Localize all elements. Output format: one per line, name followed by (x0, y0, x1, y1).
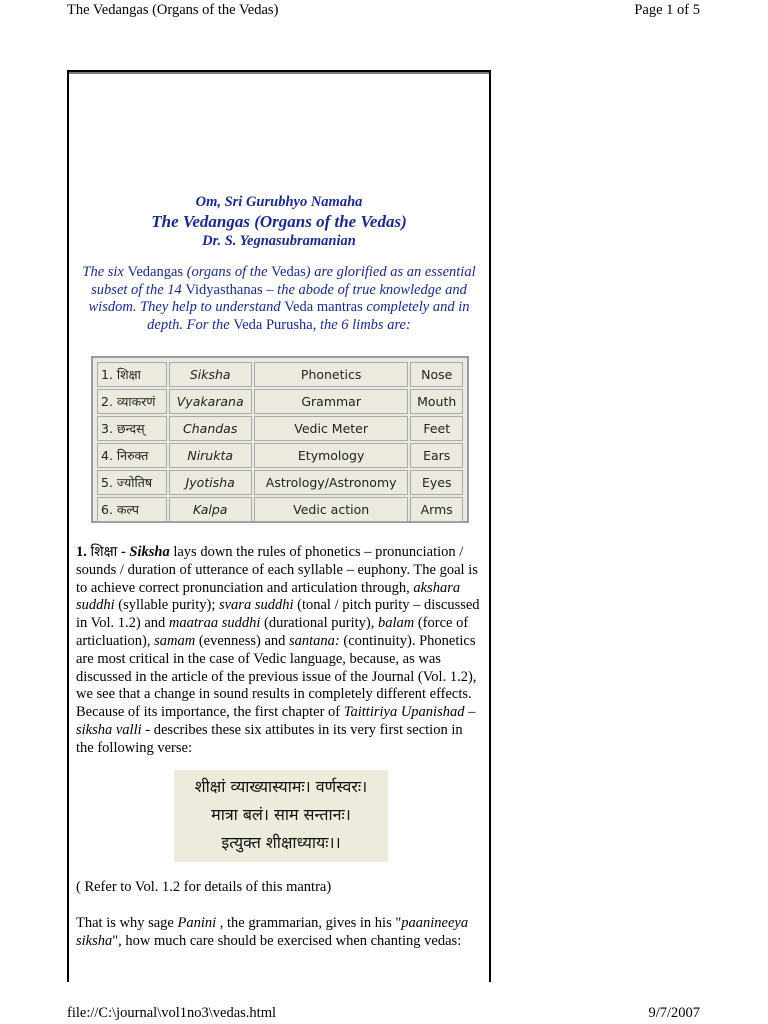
limb-organ: Feet (410, 416, 463, 441)
limb-meaning: Astrology/Astronomy (254, 470, 409, 495)
article-heading (69, 194, 489, 250)
limb-meaning: Vedic Meter (254, 416, 409, 441)
page-count: Page 1 of 5 (634, 2, 700, 18)
limb-organ: Mouth (410, 389, 463, 414)
print-header-title: The Vedangas (Organs of the Vedas) (67, 2, 279, 18)
document-frame (67, 70, 491, 982)
invocation: Om, Sri Gurubhyo Namaha (195, 194, 363, 210)
limb-meaning: Grammar (254, 389, 409, 414)
page-title: The Vedangas (Organs of the Vedas) (151, 212, 407, 231)
limb-number: 4. निरुक्त (97, 443, 167, 468)
table-row (97, 470, 463, 495)
table-row (97, 389, 463, 414)
limb-name: Vyakarana (169, 389, 252, 414)
table-row (97, 497, 463, 522)
verse-line: शीक्षां व्याख्यास्यामः। वर्णस्वरः। (194, 777, 368, 796)
limb-meaning: Etymology (254, 443, 409, 468)
print-date: 9/7/2007 (648, 1005, 700, 1021)
limb-organ: Eyes (410, 470, 463, 495)
section-name: Siksha (129, 544, 170, 560)
vedangas-table (91, 356, 469, 523)
table-row (97, 443, 463, 468)
limb-number: 2. व्याकरणं (97, 389, 167, 414)
sanskrit-verse (174, 770, 388, 862)
limb-name: Nirukta (169, 443, 252, 468)
limb-organ: Nose (410, 362, 463, 387)
panini-paragraph: That is why sage Panini , the grammarian, gives in his "paanineeya siksha", how much care should be exercised when chanting vedas: (76, 915, 469, 949)
limb-number: 6. कल्प (97, 497, 167, 522)
file-path: file://C:\journal\vol1no3\vedas.html (67, 1005, 277, 1021)
limb-number: 5. ज्योतिष (97, 470, 167, 495)
limb-number: 3. छन्दस् (97, 416, 167, 441)
author: Dr. S. Yegnasubramanian (202, 233, 356, 249)
table-row (97, 416, 463, 441)
reference-note: ( Refer to Vol. 1.2 for details of this mantra) (76, 879, 332, 895)
limb-name: Kalpa (169, 497, 252, 522)
table-row (97, 362, 463, 387)
siksha-paragraph: 1. शिक्षा - Siksha lays down the rules of phonetics – pronunciation / sounds / duration of utterance of each syllable – euphony. The goal is to achieve correct pronunciation and articulation through, akshara suddhi (syllable purity); svara suddhi (tonal / pitch purity – discussed in Vol. 1.2) and maatraa suddhi (durational purity), balam (force of articluation), samam (evenness) and santana: (continuity). Phonetics are most critical in the case of Vedic language, because, as was discussed in the article of the previous issue of the Journal (Vol. 1.2), we see that a change in sound results in completely different effects. Because of its importance, the first chapter of Taittiriya Upanishad – siksha valli - describes these six attibutes in its very first section in the following verse: (76, 544, 480, 756)
limb-meaning: Phonetics (254, 362, 409, 387)
limb-name: Jyotisha (169, 470, 252, 495)
limb-number: 1. शिक्षा (97, 362, 167, 387)
verse-line: मात्रा बलं। साम सन्तानः। (211, 805, 351, 824)
limb-organ: Arms (410, 497, 463, 522)
print-header (67, 2, 700, 19)
limb-organ: Ears (410, 443, 463, 468)
intro-paragraph: The six Vedangas (organs of the Vedas) are glorified as an essential subset of the 14 Vidyasthanas – the abode of true knowledge and wisdom. They help to understand Veda mantras completely and in depth. For the Veda Purusha, the 6 limbs are: (82, 264, 476, 333)
limb-name: Chandas (169, 416, 252, 441)
print-footer (67, 1005, 700, 1022)
siksha-sanskrit: शिक्षा (90, 544, 118, 560)
verse-line: इत्युक्त शीक्षाध्यायः।। (221, 833, 341, 852)
section-number: 1. (76, 544, 87, 560)
limb-name: Siksha (169, 362, 252, 387)
limb-meaning: Vedic action (254, 497, 409, 522)
